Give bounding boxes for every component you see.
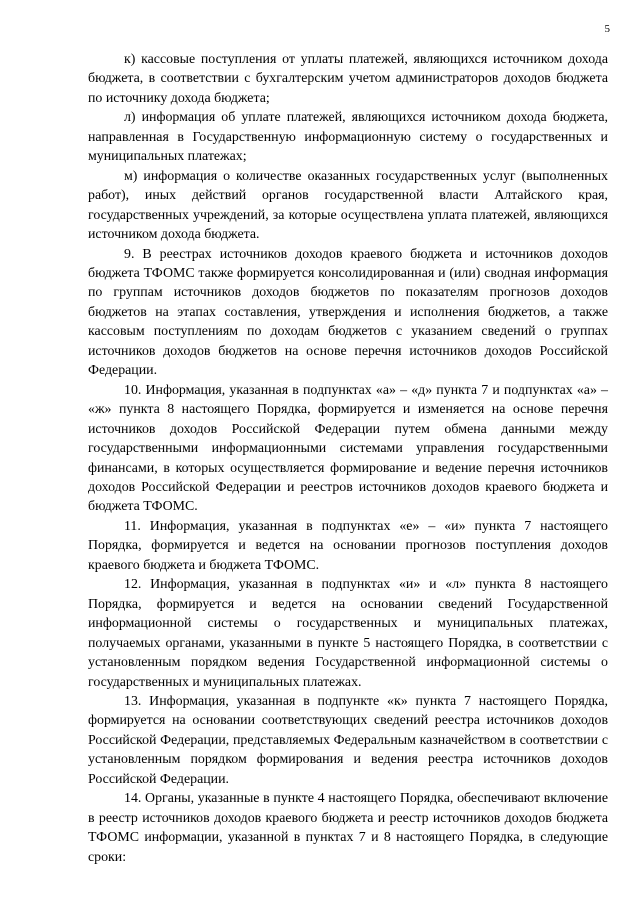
paragraph-m: м) информация о количестве оказанных государственных услуг (выполненных работ), иных действий органов государственной власти Алтайского края, государственных учреждений, за которые осуществлена уплата платежей, являющихся источником дохода бюджета. [88,168,608,243]
paragraph-l: л) информация об уплате платежей, являющихся источником дохода бюджета, направленная в Государственную информационную систему о государственных и муниципальных платежах; [88,110,608,165]
paragraph-13: 13. Информация, указанная в подпункте «к» пункта 7 настоящего Порядка, формируется на основании соответствующих сведений реестра источников доходов Российской Федерации, представляемых Федеральным казначейством в соответствии с установленным порядком формирования и ведения реестра источников доходов Российской Федерации. [88,693,608,787]
page-number: 5 [604,23,610,35]
paragraph-10: 10. Информация, указанная в подпунктах «а» – «д» пункта 7 и подпунктах «а» – «ж» пункта 8 настоящего Порядка, формируется и изменяется на основе перечня источников доходов Российской Федерации путем обмена данными между государственными информационными системами управления государственными финансами, в которых осуществляется формирование и ведение перечня источников доходов Российской Федерации и реестров источников доходов краевого бюджета и бюджета ТФОМС. [88,382,608,515]
paragraph-12: 12. Информация, указанная в подпунктах «и» и «л» пункта 8 настоящего Порядка, формируется и ведется на основании сведений Государственной информационной системы о государственных и муниципальных платежах, получаемых органами, указанными в пункте 5 настоящего Порядка, в соответствии с установленным порядком ведения Государственной информационной системы о государственных и муниципальных платежах. [88,577,608,690]
paragraph-k: к) кассовые поступления от уплаты платежей, являющихся источником дохода бюджета, в соответствии с бухгалтерским учетом администраторов доходов бюджета по источнику дохода бюджета; [88,52,608,106]
paragraph-11: 11. Информация, указанная в подпунктах «е» – «и» пункта 7 настоящего Порядка, формируется и ведется на основании прогнозов поступления доходов краевого бюджета и бюджета ТФОМС. [88,518,608,573]
paragraph-14: 14. Органы, указанные в пункте 4 настоящего Порядка, обеспечивают включение в реестр источников доходов краевого бюджета и реестр источников доходов бюджета ТФОМС информации, указанной в пунктах 7 и 8 настоящего Порядка, в следующие сроки: [88,791,608,865]
document-body [88,50,608,867]
paragraph-9: 9. В реестрах источников доходов краевого бюджета и источников доходов бюджета ТФОМС также формируется консолидированная и (или) сводная информация по группам источников доходов бюджетов по показателям прогнозов доходов бюджетов на этапах составления, утверждения и исполнения бюджетов, а также кассовым поступлениям по доходам бюджетов с указанием сведений о группах источников доходов бюджетов на основе перечня источников доходов Российской Федерации. [88,246,608,379]
